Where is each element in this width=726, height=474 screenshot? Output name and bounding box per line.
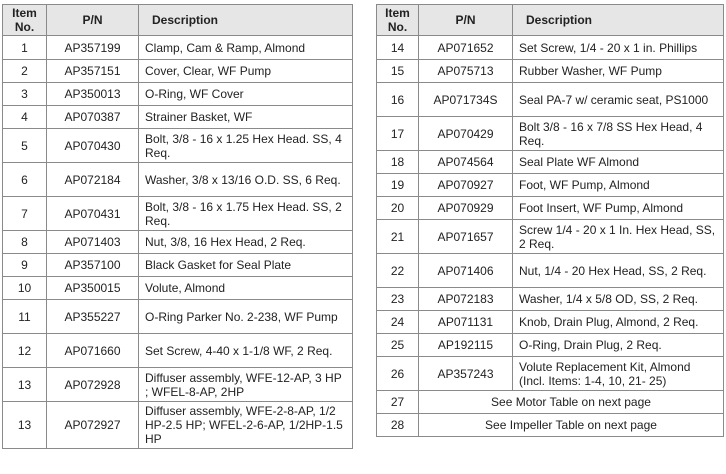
part-number: AP071403 — [47, 231, 139, 254]
part-number: AP357100 — [47, 254, 139, 277]
part-description: Washer, 1/4 x 5/8 OD, SS, 2 Req. — [513, 288, 724, 311]
item-number: 9 — [3, 254, 47, 277]
table-row — [377, 151, 724, 174]
part-description: O-Ring, Drain Plug, 2 Req. — [513, 334, 724, 357]
part-description: Nut, 3/8, 16 Hex Head, 2 Req. — [139, 231, 353, 254]
table-row — [3, 36, 353, 60]
part-number: AP072183 — [419, 288, 513, 311]
part-description: O-Ring, WF Cover — [139, 83, 353, 106]
part-description: Cover, Clear, WF Pump — [139, 60, 353, 83]
item-number: 4 — [3, 106, 47, 129]
table-row — [377, 357, 724, 391]
item-number: 1 — [3, 36, 47, 60]
part-description: Seal Plate WF Almond — [513, 151, 724, 174]
header-pn: P/N — [419, 5, 513, 36]
part-description: Foot Insert, WF Pump, Almond — [513, 197, 724, 220]
table-row — [377, 391, 724, 414]
part-description: Black Gasket for Seal Plate — [139, 254, 353, 277]
part-number: AP070387 — [47, 106, 139, 129]
table-row — [3, 106, 353, 129]
part-number: AP071652 — [419, 36, 513, 60]
item-number: 13 — [3, 402, 47, 449]
part-description: Seal PA-7 w/ ceramic seat, PS1000 — [513, 83, 724, 117]
part-description: Rubber Washer, WF Pump — [513, 60, 724, 83]
item-number: 21 — [377, 220, 419, 254]
table-row — [377, 83, 724, 117]
table-row — [3, 277, 353, 300]
header-row — [377, 5, 724, 36]
part-number: AP071131 — [419, 311, 513, 334]
item-number: 7 — [3, 197, 47, 231]
part-description: Bolt, 3/8 - 16 x 1.75 Hex Head. SS, 2 Req. — [139, 197, 353, 231]
part-description: Bolt 3/8 - 16 x 7/8 SS Hex Head, 4 Req. — [513, 117, 724, 151]
table-row — [377, 334, 724, 357]
item-number: 13 — [3, 368, 47, 402]
item-number: 6 — [3, 163, 47, 197]
part-number: AP074564 — [419, 151, 513, 174]
item-number: 26 — [377, 357, 419, 391]
parts-table-right — [376, 4, 724, 437]
part-description: Volute, Almond — [139, 277, 353, 300]
table-row — [3, 129, 353, 163]
part-number: AP070929 — [419, 197, 513, 220]
part-number: AP357243 — [419, 357, 513, 391]
item-number: 27 — [377, 391, 419, 414]
table-row — [377, 197, 724, 220]
table-row — [3, 83, 353, 106]
part-number: AP071657 — [419, 220, 513, 254]
table-row — [377, 414, 724, 437]
table-row — [3, 334, 353, 368]
item-number: 24 — [377, 311, 419, 334]
table-row — [3, 300, 353, 334]
part-description: Screw 1/4 - 20 x 1 In. Hex Head, SS, 2 Req. — [513, 220, 724, 254]
table-row — [377, 36, 724, 60]
table-row — [377, 311, 724, 334]
table-row — [377, 60, 724, 83]
reference-note: See Motor Table on next page — [419, 391, 724, 414]
item-number: 25 — [377, 334, 419, 357]
item-number: 17 — [377, 117, 419, 151]
part-number: AP071734S — [419, 83, 513, 117]
part-number: AP355227 — [47, 300, 139, 334]
part-number: AP357199 — [47, 36, 139, 60]
table-row — [3, 197, 353, 231]
reference-note: See Impeller Table on next page — [419, 414, 724, 437]
item-number: 11 — [3, 300, 47, 334]
part-description: Set Screw, 4-40 x 1-1/8 WF, 2 Req. — [139, 334, 353, 368]
part-number: AP192115 — [419, 334, 513, 357]
item-number: 12 — [3, 334, 47, 368]
part-description: Diffuser assembly, WFE-12-AP, 3 HP ; WFEL-8-AP, 2HP — [139, 368, 353, 402]
item-number: 10 — [3, 277, 47, 300]
part-number: AP350015 — [47, 277, 139, 300]
item-number: 3 — [3, 83, 47, 106]
item-number: 2 — [3, 60, 47, 83]
item-number: 8 — [3, 231, 47, 254]
table-row — [377, 174, 724, 197]
part-description: Strainer Basket, WF — [139, 106, 353, 129]
part-number: AP071406 — [419, 254, 513, 288]
part-number: AP070431 — [47, 197, 139, 231]
header-item-no: Item No. — [3, 5, 47, 36]
part-description: O-Ring Parker No. 2-238, WF Pump — [139, 300, 353, 334]
table-row — [377, 254, 724, 288]
part-number: AP357151 — [47, 60, 139, 83]
part-number: AP350013 — [47, 83, 139, 106]
part-description: Washer, 3/8 x 13/16 O.D. SS, 6 Req. — [139, 163, 353, 197]
table-row — [3, 60, 353, 83]
table-row — [377, 117, 724, 151]
part-number: AP072184 — [47, 163, 139, 197]
part-description: Diffuser assembly, WFE-2-8-AP, 1/2 HP-2.5 HP; WFEL-2-6-AP, 1/2HP-1.5 HP — [139, 402, 353, 449]
item-number: 22 — [377, 254, 419, 288]
table-row — [3, 163, 353, 197]
table-row — [3, 231, 353, 254]
part-number: AP071660 — [47, 334, 139, 368]
header-pn: P/N — [47, 5, 139, 36]
header-item-no: Item No. — [377, 5, 419, 36]
table-row — [3, 402, 353, 449]
part-description: Bolt, 3/8 - 16 x 1.25 Hex Head. SS, 4 Req. — [139, 129, 353, 163]
table-row — [3, 368, 353, 402]
part-number: AP070429 — [419, 117, 513, 151]
part-number: AP072927 — [47, 402, 139, 449]
table-row — [377, 288, 724, 311]
item-number: 16 — [377, 83, 419, 117]
item-number: 19 — [377, 174, 419, 197]
part-description: Foot, WF Pump, Almond — [513, 174, 724, 197]
part-description: Set Screw, 1/4 - 20 x 1 in. Phillips — [513, 36, 724, 60]
header-description: Description — [139, 5, 353, 36]
item-number: 20 — [377, 197, 419, 220]
item-number: 23 — [377, 288, 419, 311]
item-number: 15 — [377, 60, 419, 83]
part-description: Clamp, Cam & Ramp, Almond — [139, 36, 353, 60]
part-number: AP070430 — [47, 129, 139, 163]
header-description: Description — [513, 5, 724, 36]
part-number: AP072928 — [47, 368, 139, 402]
part-description: Nut, 1/4 - 20 Hex Head, SS, 2 Req. — [513, 254, 724, 288]
part-description: Knob, Drain Plug, Almond, 2 Req. — [513, 311, 724, 334]
header-row — [3, 5, 353, 36]
table-row — [377, 220, 724, 254]
item-number: 14 — [377, 36, 419, 60]
part-number: AP075713 — [419, 60, 513, 83]
parts-table-left — [2, 4, 353, 449]
item-number: 5 — [3, 129, 47, 163]
table-row — [3, 254, 353, 277]
part-number: AP070927 — [419, 174, 513, 197]
item-number: 18 — [377, 151, 419, 174]
item-number: 28 — [377, 414, 419, 437]
part-description: Volute Replacement Kit, Almond (Incl. Items: 1-4, 10, 21- 25) — [513, 357, 724, 391]
